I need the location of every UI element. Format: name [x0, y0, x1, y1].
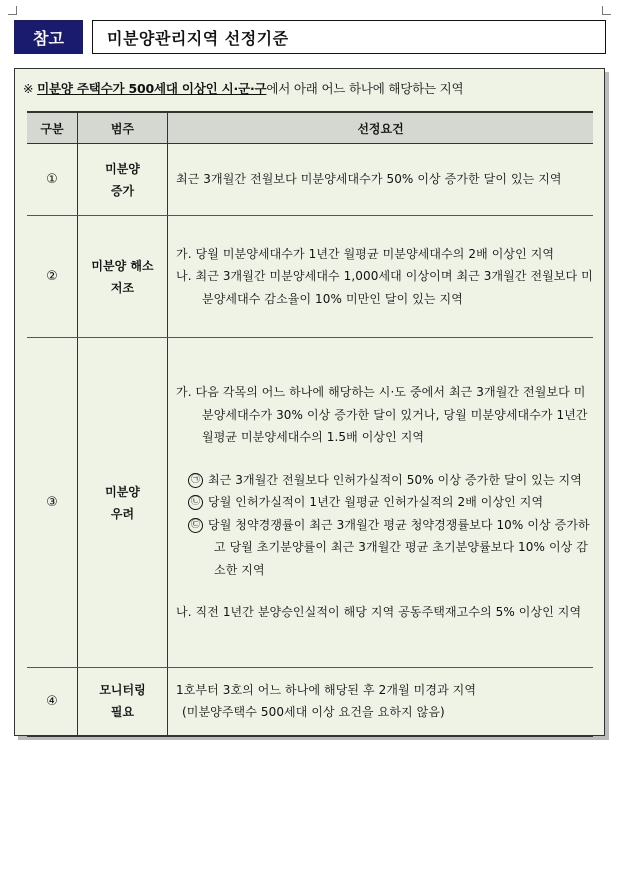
row-number: ③ [27, 338, 78, 668]
intro-rest: 에서 아래 어느 하나에 해당하는 지역 [266, 81, 464, 96]
category-line: 저조 [110, 280, 135, 295]
row-number: ④ [27, 668, 78, 736]
criteria-item: 가. 당월 미분양세대수가 1년간 월평균 미분양세대수의 2배 이상인 지역 [176, 246, 555, 261]
table-row [27, 668, 593, 736]
sub-mark: ㉡ [188, 495, 203, 510]
row-number: ① [27, 144, 78, 216]
sub-text: 최근 3개월간 전월보다 인허가실적이 50% 이상 증가한 달이 있는 지역 [208, 472, 582, 487]
sub-text: 당월 인허가실적이 1년간 월평균 인허가실적의 2배 이상인 지역 [208, 495, 544, 510]
sub-text: 당월 청약경쟁률이 최근 3개월간 평균 청약경쟁률보다 10% 이상 증가하고 당월 초기분양률이 최근 3개월간 평균 초기분양률보다 10% 이상 감소한 지역 [208, 517, 590, 577]
category-line: 미분양 [105, 484, 140, 499]
category-line: 증가 [110, 183, 135, 198]
sub-item [182, 491, 593, 514]
reference-mark: ※ [23, 81, 34, 96]
page-title: 미분양관리지역 선정기준 [92, 20, 606, 54]
category-line: 필요 [110, 705, 135, 720]
sub-item [182, 514, 593, 582]
table-row [27, 144, 593, 216]
header-criteria: 선정요건 [168, 112, 594, 144]
criteria-line: 최근 3개월간 전월보다 미분양세대수가 50% 이상 증가한 달이 있는 지역 [176, 172, 562, 187]
criteria-line: (미분양주택수 500세대 이상 요건을 요하지 않음) [182, 705, 445, 720]
sub-mark: ㉠ [188, 473, 203, 488]
reference-badge: 참고 [14, 20, 83, 54]
table-row [27, 216, 593, 338]
criteria-item: 나. 최근 3개월간 미분양세대수 1,000세대 이상이며 최근 3개월간 전월보다 미분양세대수 감소율이 10% 미만인 달이 있는 지역 [176, 269, 593, 306]
category-line: 미분양 해소 [91, 258, 154, 273]
criteria-line: 1호부터 3호의 어느 하나에 해당된 후 2개월 미경과 지역 [176, 682, 477, 697]
row-criteria [168, 144, 594, 216]
header-category: 범주 [78, 112, 168, 144]
table-header-row [27, 112, 593, 144]
header-gubun: 구분 [27, 112, 78, 144]
row-category [78, 216, 168, 338]
sub-mark: ㉢ [188, 518, 203, 533]
sub-item [182, 469, 593, 492]
category-line: 미분양 [105, 161, 140, 176]
criteria-panel [14, 68, 605, 736]
intro-highlight: 미분양 주택수가 500세대 이상인 시·군·구 [37, 81, 267, 96]
corner-mark-right [602, 6, 611, 15]
table-row [27, 338, 593, 668]
row-criteria [168, 338, 594, 668]
intro-text [23, 79, 601, 97]
criteria-item: 나. 직전 1년간 분양승인실적이 해당 지역 공동주택재고수의 5% 이상인 지역 [176, 605, 582, 620]
corner-mark-left [8, 6, 17, 15]
header [14, 20, 606, 54]
criteria-item: 가. 다음 각목의 어느 하나에 해당하는 시·도 중에서 최근 3개월간 전월보다 미분양세대수가 30% 이상 증가한 달이 있거나, 당월 미분양세대수가 1년간 월평균 미분양세대수의 1.5배 이상인 지역 [176, 385, 588, 445]
row-criteria [168, 668, 594, 736]
category-line: 우려 [110, 506, 135, 521]
criteria-table [27, 111, 593, 737]
row-criteria [168, 216, 594, 338]
row-category [78, 338, 168, 668]
row-category [78, 144, 168, 216]
row-number: ② [27, 216, 78, 338]
category-line: 모니터링 [99, 683, 146, 698]
row-category [78, 668, 168, 736]
